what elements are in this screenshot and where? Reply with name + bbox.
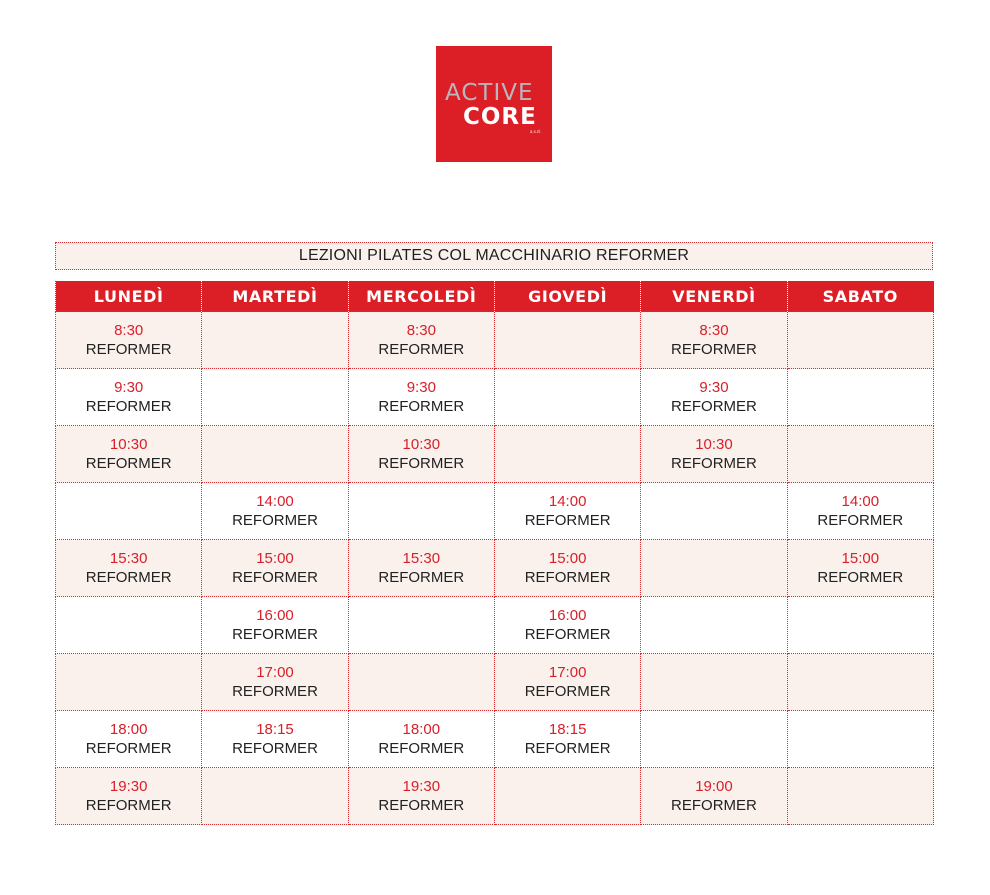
schedule-cell-saturday [787,426,933,483]
schedule-cell-friday [641,426,787,483]
schedule-cell-friday [641,597,787,654]
slot-time: 15:30 [109,550,148,567]
slot-time: 8:30 [406,322,436,339]
schedule-cell-tuesday [202,483,348,540]
slot-time: 8:30 [114,322,144,339]
slot-class-name: REFORMER [671,341,757,358]
slot-time: 10:30 [695,436,733,453]
slot-class-name: REFORMER [378,797,465,814]
schedule-cell-tuesday [202,711,348,768]
day-header-thursday: GIOVEDÌ [494,281,640,312]
slot-time: 16:00 [256,607,294,624]
schedule-cell-wednesday [348,369,494,426]
schedule-cell-thursday [494,312,640,369]
schedule-row [56,483,934,540]
schedule-row [56,312,934,369]
slot-class-name: REFORMER [671,797,757,814]
schedule-cell-friday [641,711,787,768]
schedule-cell-saturday [787,540,933,597]
slot-time: 15:00 [256,550,294,567]
schedule-cell-thursday [494,654,640,711]
slot-class-name: REFORMER [232,683,318,700]
schedule-cell-tuesday [202,312,348,369]
slot-time: 10:30 [109,436,148,453]
schedule-cell-monday [56,312,202,369]
logo-text-core: CORE [463,104,537,130]
slot-time: 14:00 [256,493,294,510]
schedule-cell-monday [56,768,202,825]
slot-class-name: REFORMER [524,569,611,586]
schedule-cell-friday [641,312,787,369]
slot-time: 17:00 [256,664,294,681]
logo-text-active: ACTIVE [445,80,534,106]
schedule-cell-wednesday [348,312,494,369]
slot-time: 14:00 [548,493,587,510]
schedule-cell-wednesday [348,711,494,768]
schedule-title: LEZIONI PILATES COL MACCHINARIO REFORMER [55,242,933,270]
slot-time: 9:30 [406,379,436,396]
slot-class-name: REFORMER [378,455,465,472]
slot-class-name: REFORMER [85,740,172,757]
slot-time: 18:00 [402,721,441,738]
schedule-cell-saturday [787,312,933,369]
slot-time: 15:30 [402,550,441,567]
slot-time: 9:30 [114,379,144,396]
schedule-cell-friday [641,768,787,825]
slot-time: 15:00 [841,550,880,567]
day-header-tuesday: MARTEDÌ [202,281,348,312]
slot-time: 18:15 [548,721,587,738]
schedule-body [56,312,934,825]
slot-time: 19:00 [695,778,733,795]
slot-class-name: REFORMER [671,398,757,415]
schedule-cell-thursday [494,711,640,768]
slot-class-name: REFORMER [817,512,904,529]
slot-time: 19:30 [402,778,441,795]
schedule-cell-tuesday [202,768,348,825]
schedule-cell-thursday [494,426,640,483]
schedule-row [56,369,934,426]
slot-time: 16:00 [548,607,587,624]
schedule-cell-saturday [787,768,933,825]
slot-class-name: REFORMER [85,797,172,814]
slot-time: 9:30 [699,379,729,396]
schedule-cell-monday [56,711,202,768]
slot-time: 19:30 [109,778,148,795]
slot-class-name: REFORMER [232,740,318,757]
schedule-cell-wednesday [348,768,494,825]
schedule-row [56,426,934,483]
schedule-cell-thursday [494,483,640,540]
slot-class-name: REFORMER [671,455,757,472]
schedule-cell-friday [641,483,787,540]
slot-class-name: REFORMER [378,740,465,757]
slot-class-name: REFORMER [232,512,318,529]
slot-time: 18:15 [256,721,294,738]
schedule-row [56,597,934,654]
schedule-cell-wednesday [348,654,494,711]
schedule-cell-saturday [787,369,933,426]
schedule-cell-thursday [494,768,640,825]
slot-class-name: REFORMER [85,398,172,415]
schedule-cell-monday [56,540,202,597]
slot-class-name: REFORMER [85,569,172,586]
schedule-cell-monday [56,369,202,426]
schedule-cell-thursday [494,597,640,654]
slot-time: 8:30 [699,322,729,339]
slot-time: 14:00 [841,493,880,510]
slot-class-name: REFORMER [232,626,318,643]
schedule-cell-monday [56,597,202,654]
schedule-cell-wednesday [348,483,494,540]
schedule-cell-wednesday [348,540,494,597]
schedule-cell-tuesday [202,597,348,654]
slot-class-name: REFORMER [378,398,465,415]
day-header-monday: LUNEDÌ [56,281,202,312]
day-header-wednesday: MERCOLEDÌ [348,281,494,312]
schedule-cell-wednesday [348,426,494,483]
schedule-cell-thursday [494,540,640,597]
schedule-cell-thursday [494,369,640,426]
day-header-friday: VENERDÌ [641,281,787,312]
slot-class-name: REFORMER [378,569,465,586]
slot-class-name: REFORMER [85,455,172,472]
schedule-cell-saturday [787,483,933,540]
schedule-cell-saturday [787,711,933,768]
schedule-cell-tuesday [202,654,348,711]
schedule-table [55,281,934,825]
schedule-cell-tuesday [202,540,348,597]
slot-class-name: REFORMER [817,569,904,586]
schedule-cell-monday [56,654,202,711]
active-core-logo [436,46,552,162]
slot-time: 10:30 [402,436,441,453]
slot-class-name: REFORMER [524,740,611,757]
slot-class-name: REFORMER [524,683,611,700]
schedule-row [56,540,934,597]
day-header-saturday: SABATO [787,281,933,312]
schedule-cell-wednesday [348,597,494,654]
slot-time: 15:00 [548,550,587,567]
day-header-row [56,281,934,312]
schedule-cell-monday [56,483,202,540]
slot-class-name: REFORMER [232,569,318,586]
schedule-cell-tuesday [202,426,348,483]
schedule-cell-friday [641,540,787,597]
schedule-cell-saturday [787,654,933,711]
slot-class-name: REFORMER [85,341,172,358]
schedule-cell-monday [56,426,202,483]
schedule-cell-friday [641,654,787,711]
schedule-cell-friday [641,369,787,426]
slot-class-name: REFORMER [524,512,611,529]
schedule-row [56,654,934,711]
schedule-cell-saturday [787,597,933,654]
slot-class-name: REFORMER [378,341,465,358]
schedule-cell-tuesday [202,369,348,426]
schedule-row [56,711,934,768]
slot-time: 17:00 [548,664,587,681]
schedule-row [56,768,934,825]
logo-text-tag: a.s.d. [530,129,541,134]
slot-time: 18:00 [109,721,148,738]
slot-class-name: REFORMER [524,626,611,643]
